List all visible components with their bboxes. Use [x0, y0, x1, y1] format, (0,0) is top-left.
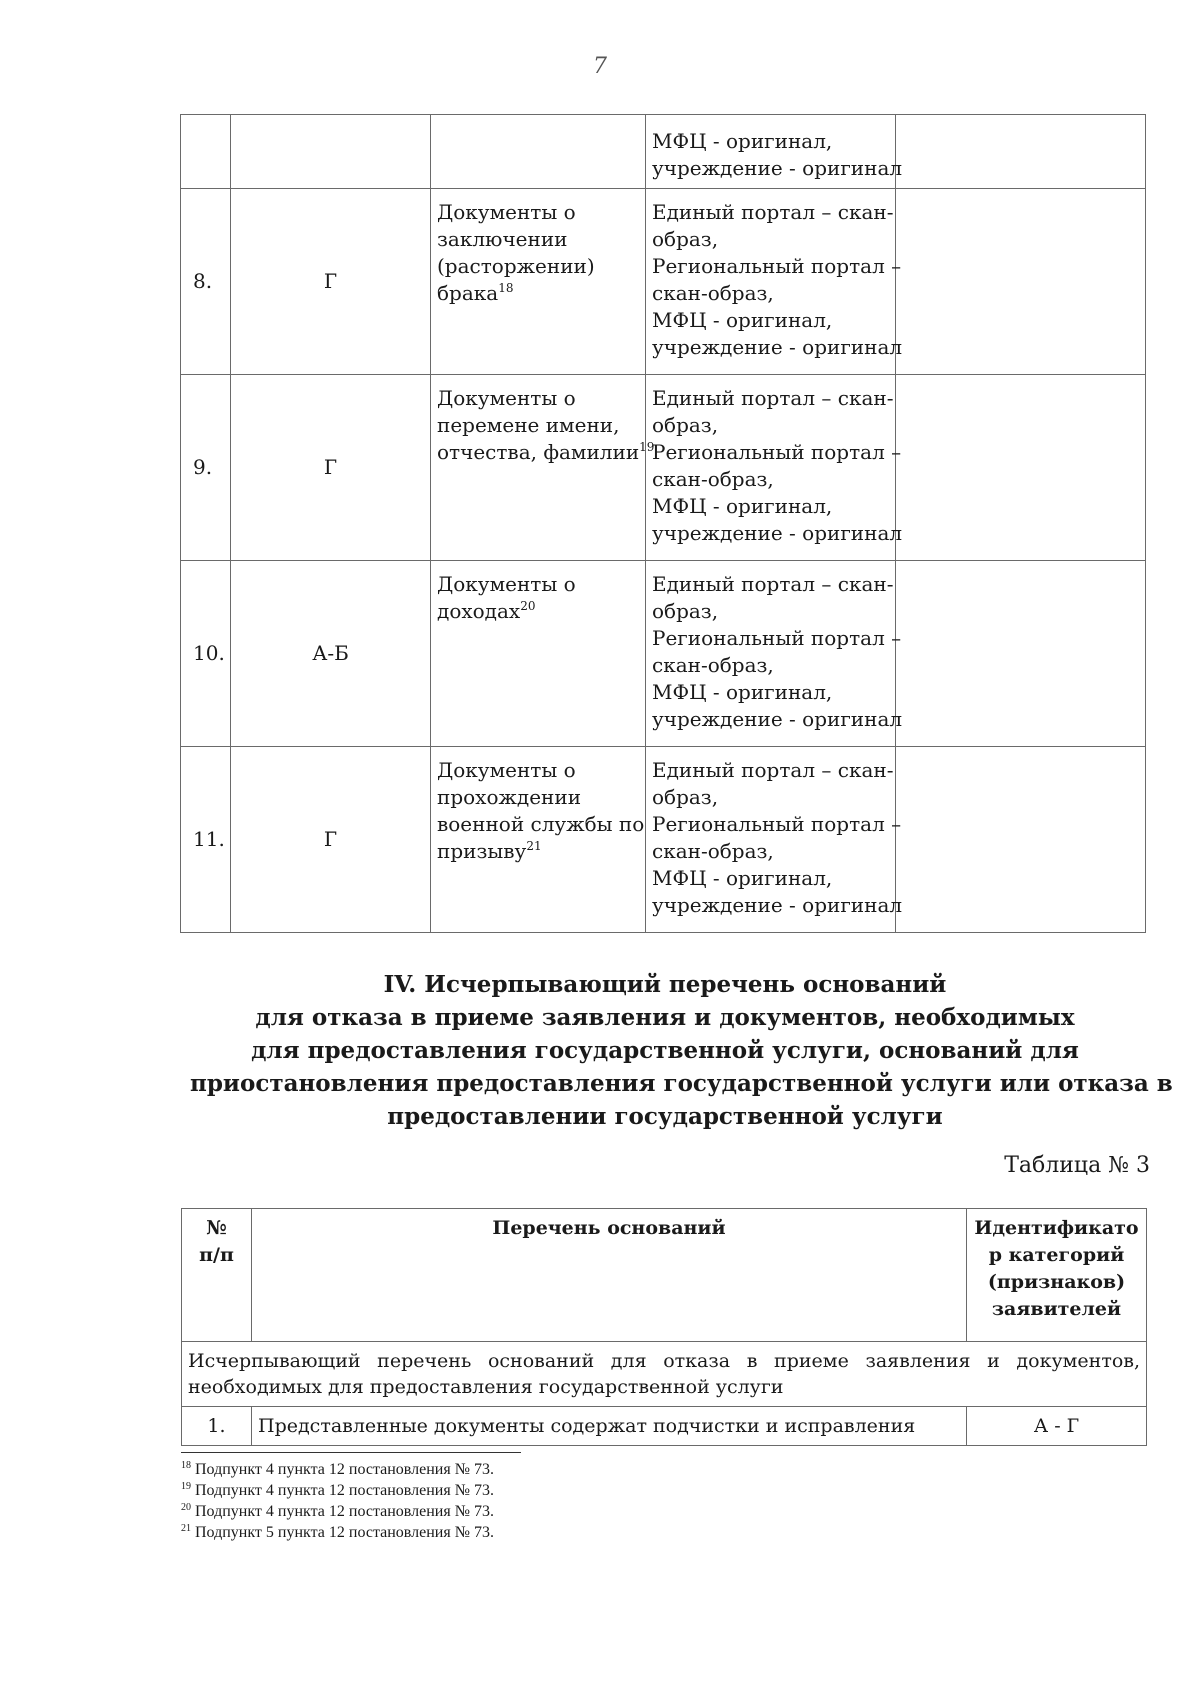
category-cell	[231, 115, 431, 189]
table-row	[181, 189, 1146, 375]
row-number-cell: 9.	[181, 375, 231, 561]
footnote-text: Подпункт 4 пункта 12 постановления № 73.	[195, 1461, 494, 1478]
row-number-cell: 11.	[181, 747, 231, 933]
document-cell: Документы о заключении (расторжении) брака$^{18}$	[431, 189, 646, 375]
category-cell: Г	[231, 375, 431, 561]
footnote-mark: 19	[181, 1480, 191, 1492]
footnote	[181, 1480, 881, 1501]
submission-cell: Единый портал – скан- образ, Региональный портал – скан-образ, МФЦ - оригинал, учреждение - оригинал	[646, 747, 896, 933]
table-row	[181, 747, 1146, 933]
header-grounds: Перечень оснований	[252, 1209, 967, 1342]
footnote-ref: 21	[526, 839, 542, 854]
footnote-mark: 18	[181, 1459, 191, 1471]
footnote-text: Подпункт 4 пункта 12 постановления № 73.	[195, 1482, 494, 1499]
row-number-cell: 1.	[182, 1407, 252, 1446]
footnote-ref: 20	[520, 599, 536, 614]
footnotes	[181, 1452, 881, 1543]
category-cell: А-Б	[231, 561, 431, 747]
table-row	[181, 115, 1146, 189]
row-number-cell: 8.	[181, 189, 231, 375]
notes-cell	[896, 189, 1146, 375]
footnote	[181, 1522, 881, 1543]
document-cell: Документы о прохождении военной службы по призыву$^{21}$	[431, 747, 646, 933]
notes-cell	[896, 115, 1146, 189]
submission-cell: Единый портал – скан- образ, Региональный портал – скан-образ, МФЦ - оригинал, учреждение - оригинал	[646, 189, 896, 375]
submission-cell: Единый портал – скан- образ, Региональный портал – скан-образ, МФЦ - оригинал, учреждение - оригинал	[646, 561, 896, 747]
table-header-row	[182, 1209, 1147, 1342]
row-number-cell	[181, 115, 231, 189]
notes-cell	[896, 561, 1146, 747]
refusal-grounds-table	[181, 1208, 1147, 1446]
table-row	[181, 375, 1146, 561]
row-number-cell: 10.	[181, 561, 231, 747]
header-number: № п/п	[182, 1209, 252, 1342]
table-caption: Таблица № 3	[1004, 1153, 1150, 1178]
footnote-text: Подпункт 4 пункта 12 постановления № 73.	[195, 1503, 494, 1520]
footnote	[181, 1459, 881, 1480]
page-number: 7	[593, 54, 607, 79]
grounds-cell: Представленные документы содержат подчистки и исправления	[252, 1407, 967, 1446]
category-cell: А - Г	[967, 1407, 1147, 1446]
footnote-ref: 18	[498, 281, 514, 296]
category-cell: Г	[231, 747, 431, 933]
table-subheading-row	[182, 1342, 1147, 1407]
document-cell	[431, 115, 646, 189]
footnote-mark: 20	[181, 1501, 191, 1513]
footnote-text: Подпункт 5 пункта 12 постановления № 73.	[195, 1524, 494, 1541]
table-row	[182, 1407, 1147, 1446]
document-cell: Документы о перемене имени, отчества, фамилии$^{19}$	[431, 375, 646, 561]
document-cell: Документы о доходах$^{20}$	[431, 561, 646, 747]
documents-table	[180, 114, 1146, 933]
subheading-cell: Исчерпывающий перечень оснований для отказа в приеме заявления и документов, необходимых для предоставления государственной услуги	[182, 1342, 1147, 1407]
header-identifier: Идентификато р категорий (признаков) заявителей	[967, 1209, 1147, 1342]
notes-cell	[896, 375, 1146, 561]
footnote-rule	[181, 1452, 521, 1453]
footnote-ref: 19	[639, 440, 655, 455]
footnote	[181, 1501, 881, 1522]
footnote-mark: 21	[181, 1522, 191, 1534]
submission-cell: МФЦ - оригинал, учреждение - оригинал	[646, 115, 896, 189]
table-row	[181, 561, 1146, 747]
notes-cell	[896, 747, 1146, 933]
section-heading: IV. Исчерпывающий перечень оснований для отказа в приеме заявления и документов, необходимых для предоставления государственной услуги, оснований для приостановления предоставления государственной услуги или отказа в предоставлении государственной услуги	[190, 971, 1173, 1130]
category-cell: Г	[231, 189, 431, 375]
submission-cell: Единый портал – скан- образ, Региональный портал – скан-образ, МФЦ - оригинал, учреждение - оригинал	[646, 375, 896, 561]
